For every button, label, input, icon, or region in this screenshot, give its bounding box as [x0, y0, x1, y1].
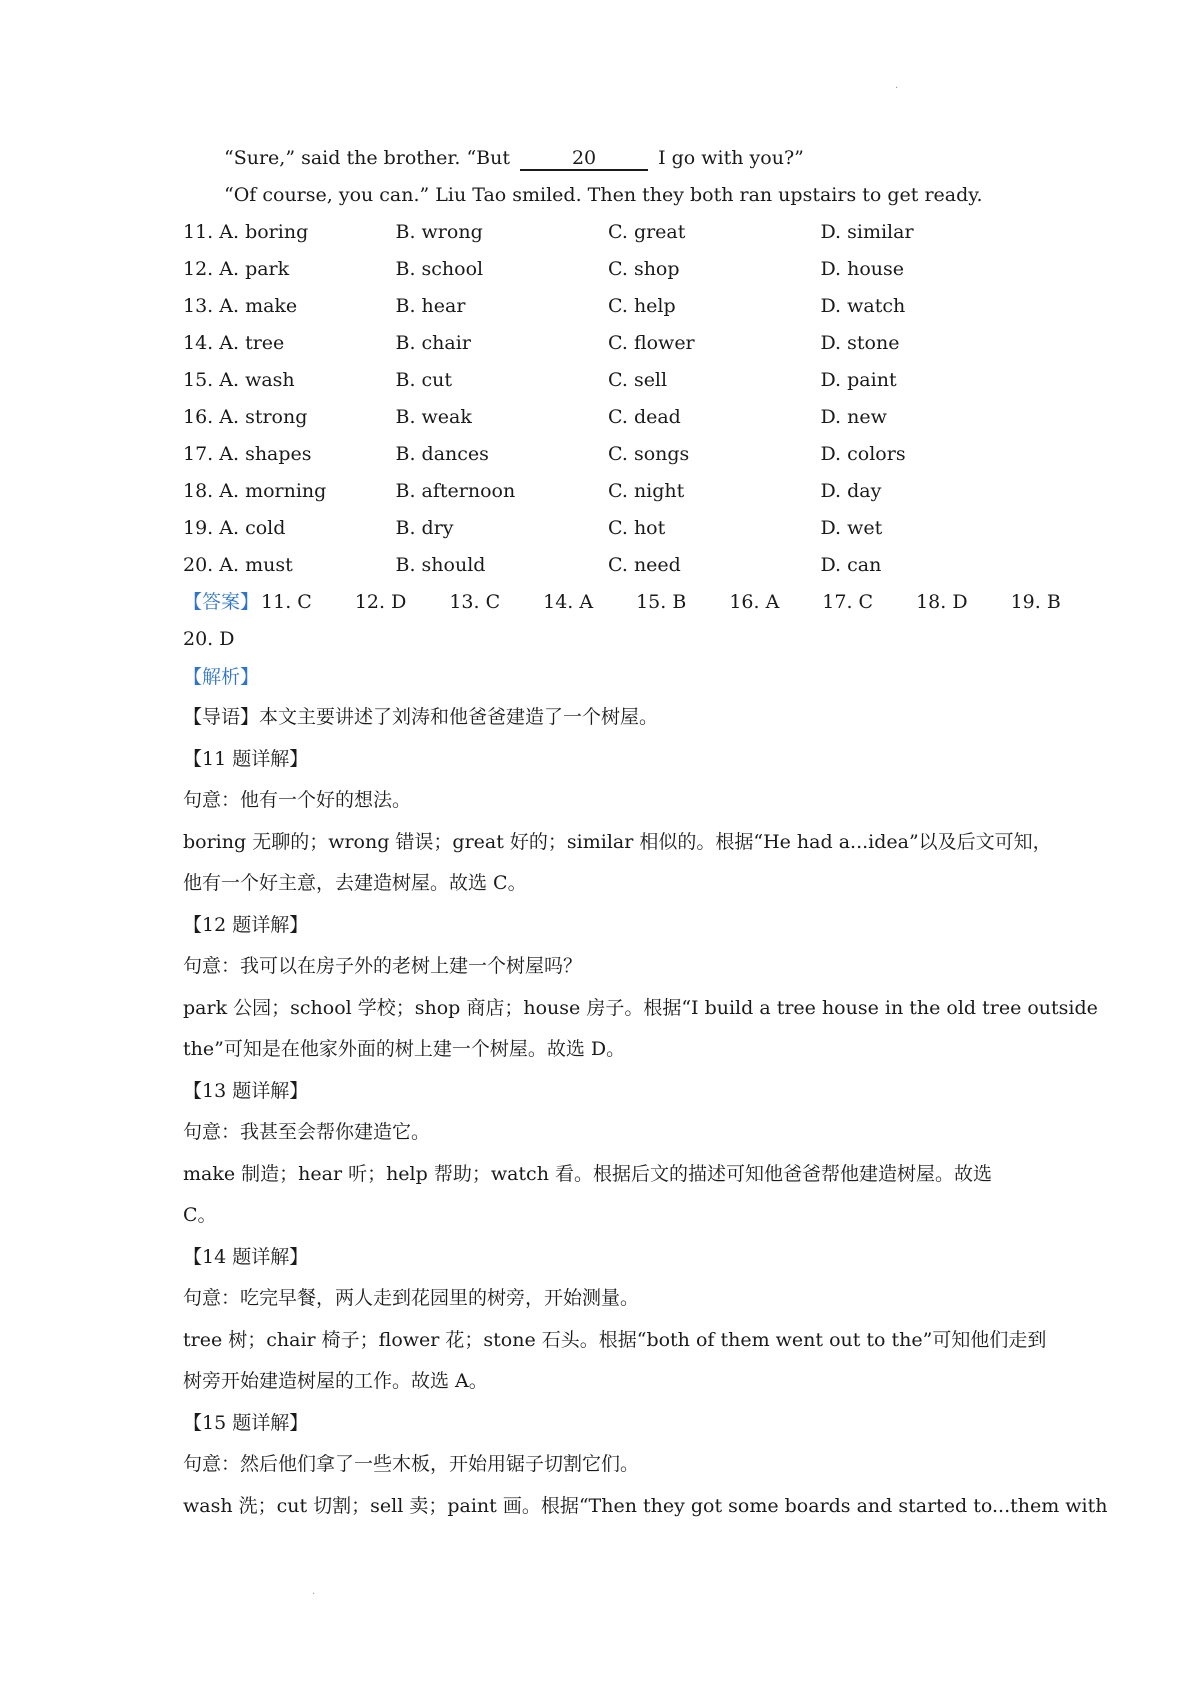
sentence-meaning: 句意：吃完早餐，两人走到花园里的树旁，开始测量。	[183, 1287, 640, 1309]
option-a-text: A. shapes	[219, 443, 312, 465]
explanation-line: C。	[183, 1204, 217, 1226]
page-content	[183, 140, 1108, 1527]
scan-dot: ·	[895, 83, 899, 94]
section-heading: 【14 题详解】	[183, 1245, 309, 1268]
option-c: C. shop	[608, 258, 680, 280]
explanation-line: 他有一个好主意，去建造树屋。故选 C。	[183, 872, 527, 894]
question-number: 13.	[183, 295, 214, 317]
analysis-label: 【解析】	[183, 666, 260, 688]
option-row	[183, 325, 1033, 362]
option-row	[183, 251, 1033, 288]
section-heading: 【13 题详解】	[183, 1079, 309, 1102]
explanation-line: tree 树；chair 椅子；flower 花；stone 石头。根据“both of them went out to the”可知他们走到	[183, 1328, 1047, 1351]
option-b: B. chair	[395, 332, 471, 354]
explanation-line: boring 无聊的；wrong 错误；great 好的；similar 相似的。根据“He had a...idea”以及后文可知，	[183, 830, 1052, 853]
explanation-line: wash 洗；cut 切割；sell 卖；paint 画。根据“Then they got some boards and started to...them with	[183, 1494, 1108, 1517]
option-a	[183, 399, 396, 436]
option-a-text: A. tree	[219, 332, 285, 354]
explanation-line: park 公园；school 学校；shop 商店；house 房子。根据“I build a tree house in the old tree outside	[183, 996, 1098, 1019]
option-b: B. should	[395, 554, 486, 576]
question-number: 19.	[183, 517, 214, 539]
intro-text: 【导语】本文主要讲述了刘涛和他爸爸建造了一个树屋。	[183, 706, 659, 728]
option-d: D. wet	[820, 517, 883, 539]
option-a	[183, 362, 396, 399]
answer-row	[183, 584, 1061, 621]
section-heading: 【11 题详解】	[183, 747, 309, 770]
option-a	[183, 436, 396, 473]
option-a-text: A. must	[219, 554, 293, 576]
sentence-meaning: 句意：然后他们拿了一些木板，开始用锯子切割它们。	[183, 1453, 640, 1475]
option-row	[183, 510, 1033, 547]
answer-list	[259, 584, 1061, 621]
question-number: 11.	[183, 221, 214, 243]
option-a	[183, 473, 396, 510]
question-number: 18.	[183, 480, 214, 502]
option-d: D. watch	[820, 295, 906, 317]
answer-item: 16. A	[729, 591, 780, 613]
option-c: C. flower	[608, 332, 695, 354]
answer-item: 12. D	[354, 591, 407, 613]
option-d: D. house	[820, 258, 905, 280]
option-d: D. new	[820, 406, 887, 428]
option-row	[183, 473, 1033, 510]
blank-20	[520, 147, 648, 171]
answer-last: 20. D	[183, 628, 235, 650]
explanation-line: the”可知是在他家外面的树上建一个树屋。故选 D。	[183, 1038, 626, 1060]
passage-line	[183, 140, 1033, 177]
option-c: C. great	[608, 221, 686, 243]
option-d: D. stone	[820, 332, 900, 354]
sentence-meaning: 句意：我可以在房子外的老树上建一个树屋吗？	[183, 955, 583, 977]
option-a-text: A. park	[219, 258, 290, 280]
option-c: C. hot	[608, 517, 666, 539]
answer-item: 18. D	[916, 591, 968, 613]
option-b: B. cut	[395, 369, 453, 391]
option-c: C. songs	[608, 443, 690, 465]
question-number: 14.	[183, 332, 214, 354]
answer-label: 【答案】	[183, 591, 260, 613]
option-row	[183, 436, 1033, 473]
option-a-text: A. make	[219, 295, 298, 317]
option-a	[183, 325, 396, 362]
option-b: B. afternoon	[395, 480, 516, 502]
scan-dot: ·	[312, 1589, 316, 1600]
passage-text: “Sure,” said the brother. “But	[224, 147, 517, 169]
options-list	[183, 214, 1033, 584]
option-b: B. wrong	[395, 221, 483, 243]
answer-item: 14. A	[543, 591, 594, 613]
question-number: 17.	[183, 443, 214, 465]
option-b: B. school	[395, 258, 484, 280]
passage-text: I go with you?”	[652, 147, 804, 169]
option-d: D. can	[820, 554, 882, 576]
sentence-meaning: 句意：他有一个好的想法。	[183, 789, 412, 811]
option-b: B. dances	[395, 443, 489, 465]
option-d: D. colors	[820, 443, 906, 465]
option-c: C. dead	[608, 406, 681, 428]
option-row	[183, 288, 1033, 325]
section-heading: 【15 题详解】	[183, 1411, 309, 1434]
explanation-sections	[183, 739, 1108, 1528]
option-row	[183, 214, 1033, 251]
option-a	[183, 547, 396, 584]
option-a	[183, 251, 396, 288]
explanation-line: 树旁开始建造树屋的工作。故选 A。	[183, 1370, 488, 1392]
option-row	[183, 362, 1033, 399]
option-a-text: A. cold	[219, 517, 286, 539]
option-b: B. weak	[395, 406, 472, 428]
option-c: C. sell	[608, 369, 668, 391]
option-c: C. help	[608, 295, 676, 317]
option-row	[183, 547, 1033, 584]
passage-line: “Of course, you can.” Liu Tao smiled. Then they both ran upstairs to get ready.	[224, 184, 983, 206]
option-a	[183, 214, 396, 251]
option-d: D. similar	[820, 221, 914, 243]
answer-item: 19. B	[1010, 591, 1061, 613]
question-number: 20.	[183, 554, 214, 576]
sentence-meaning: 句意：我甚至会帮你建造它。	[183, 1121, 431, 1143]
option-b: B. dry	[395, 517, 454, 539]
section-heading: 【12 题详解】	[183, 913, 309, 936]
answer-item: 13. C	[449, 591, 501, 613]
question-number: 12.	[183, 258, 214, 280]
answer-item: 17. C	[822, 591, 874, 613]
option-d: D. day	[820, 480, 882, 502]
option-c: C. night	[608, 480, 685, 502]
blank-number: 20	[571, 147, 597, 169]
question-number: 16.	[183, 406, 214, 428]
question-number: 15.	[183, 369, 214, 391]
explanation-line: make 制造；hear 听；help 帮助；watch 看。根据后文的描述可知他爸爸帮他建造树屋。故选	[183, 1162, 992, 1185]
answer-item: 15. B	[636, 591, 687, 613]
option-a-text: A. morning	[219, 480, 327, 502]
option-c: C. need	[608, 554, 681, 576]
option-d: D. paint	[820, 369, 897, 391]
option-a	[183, 288, 396, 325]
option-row	[183, 399, 1033, 436]
option-b: B. hear	[395, 295, 466, 317]
option-a-text: A. strong	[219, 406, 308, 428]
answer-item: 11. C	[261, 591, 312, 613]
option-a-text: A. wash	[219, 369, 295, 391]
option-a-text: A. boring	[219, 221, 309, 243]
option-a	[183, 510, 396, 547]
